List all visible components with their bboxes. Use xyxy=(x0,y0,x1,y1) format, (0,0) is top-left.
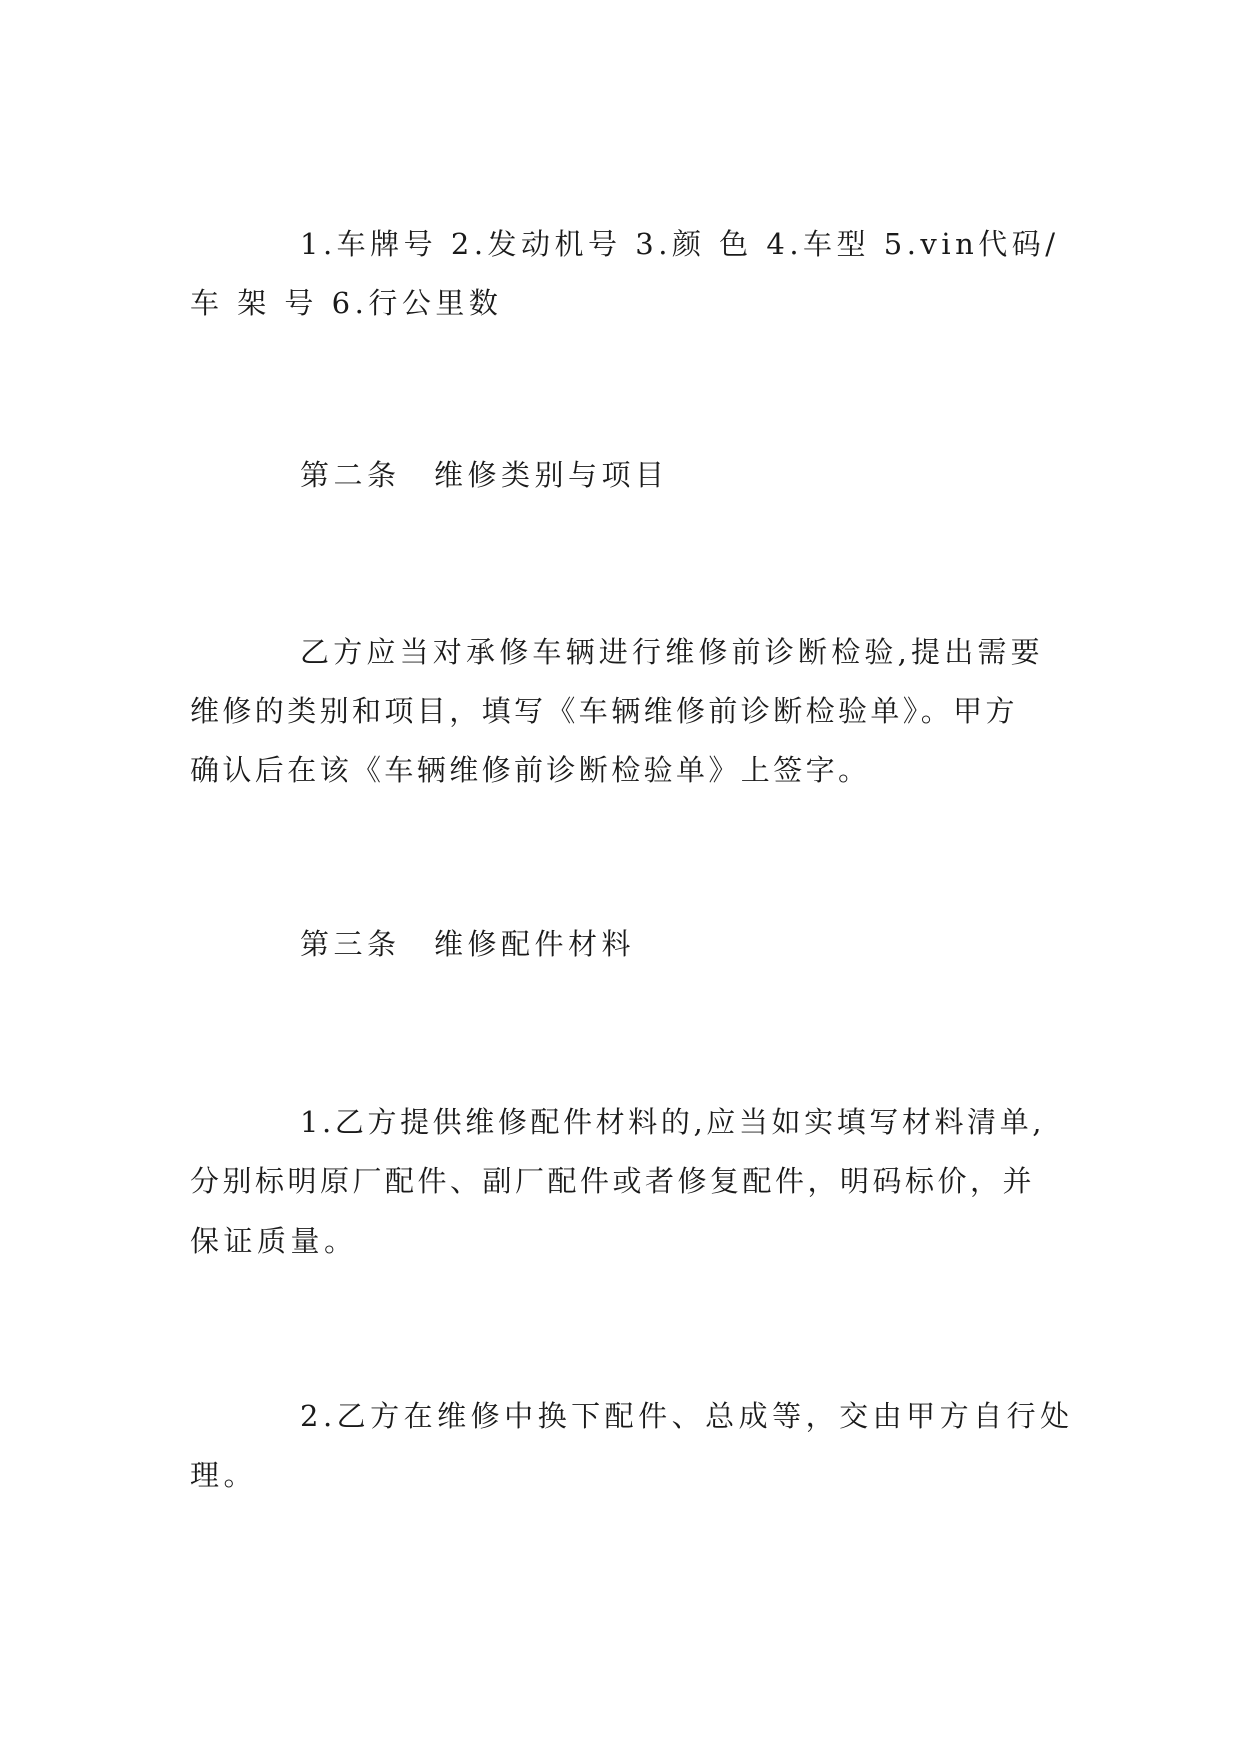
article-2-heading: 第二条 维修类别与项目 xyxy=(300,458,669,492)
article-3-item-2-line-1: 2.乙方在维修中换下配件、总成等，交由甲方自行处 xyxy=(300,1399,1074,1433)
article-2-paragraph-line-1: 乙方应当对承修车辆进行维修前诊断检验,提出需要 xyxy=(300,635,1044,669)
article-3-item-1-line-2: 分别标明原厂配件、副厂配件或者修复配件，明码标价，并 xyxy=(190,1164,1036,1198)
article-3-item-2-line-2: 理。 xyxy=(190,1458,258,1492)
vehicle-fields-line-2: 车 架 号 6.行公里数 xyxy=(190,286,503,320)
article-2-paragraph-line-3: 确认后在该《车辆维修前诊断检验单》上签字。 xyxy=(190,753,871,787)
article-3-heading: 第三条 维修配件材料 xyxy=(300,927,636,961)
article-3-item-1-line-3: 保证质量。 xyxy=(190,1224,358,1258)
article-3-item-1-line-1: 1.乙方提供维修配件材料的,应当如实填写材料清单, xyxy=(300,1105,1046,1139)
vehicle-fields-line-1: 1.车牌号 2.发动机号 3.颜 色 4.车型 5.vin代码/ xyxy=(300,227,1060,261)
article-2-paragraph-line-2: 维修的类别和项目，填写《车辆维修前诊断检验单》。甲方 xyxy=(190,694,1018,728)
